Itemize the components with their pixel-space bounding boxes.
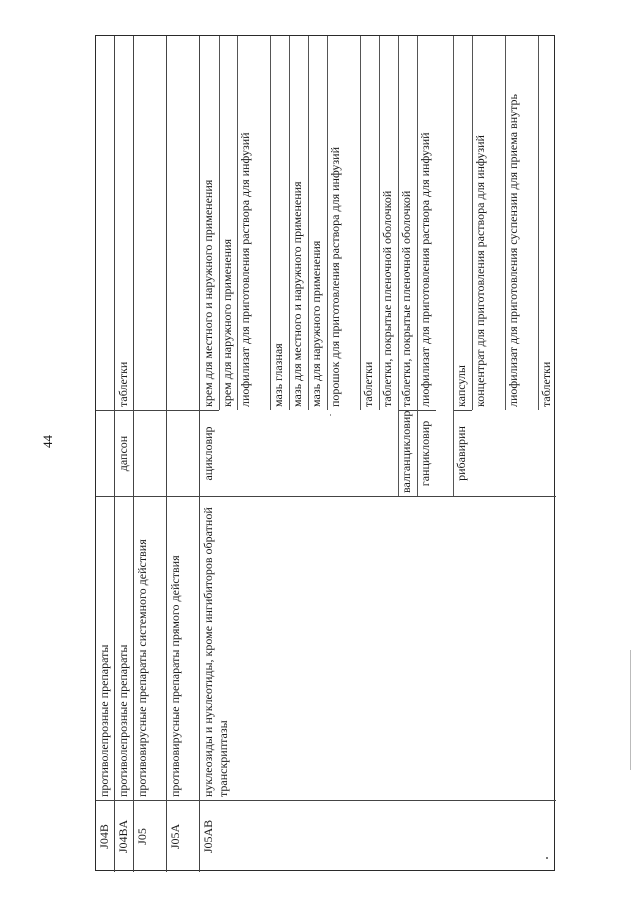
form-divider bbox=[270, 36, 271, 410]
page-number: 44 bbox=[40, 435, 55, 448]
dosage-form bbox=[96, 36, 114, 410]
form-divider bbox=[505, 36, 506, 410]
form-divider bbox=[237, 36, 238, 410]
drug-table-frame bbox=[95, 35, 555, 871]
dosage-form: таблетки, покрытые пленочной оболочкой bbox=[399, 190, 413, 407]
form-divider bbox=[472, 36, 473, 410]
form-divider bbox=[360, 36, 361, 410]
inn-name: ацикловир bbox=[200, 410, 219, 496]
group-name: противолепрозные препараты bbox=[115, 496, 133, 800]
dosage-form: концентрат для приготовления раствора для инфузий bbox=[473, 135, 487, 407]
scan-speck bbox=[330, 414, 331, 416]
dosage-form: порошок для приготовления раствора для инфузий bbox=[328, 146, 342, 407]
atc-code: J05AB bbox=[200, 800, 556, 872]
atc-code: J05 bbox=[134, 800, 166, 872]
atc-code: J04B bbox=[96, 800, 114, 872]
form-divider bbox=[327, 36, 328, 410]
dosage-form bbox=[134, 36, 166, 410]
table-row bbox=[200, 36, 556, 872]
inn-name bbox=[96, 410, 114, 496]
group-name: противовирусные препараты системного действия bbox=[134, 496, 166, 800]
form-divider bbox=[308, 36, 309, 410]
group-name: противовирусные препараты прямого действия bbox=[167, 496, 199, 800]
scan-speck bbox=[546, 857, 548, 859]
dosage-form: крем для наружного применения bbox=[220, 238, 234, 407]
dosage-form: лиофилизат для приготовления раствора для инфузий bbox=[238, 132, 252, 407]
dosage-form: таблетки, покрытые пленочной оболочкой bbox=[380, 190, 394, 407]
form-divider bbox=[379, 36, 380, 410]
atc-code: J04BA bbox=[115, 800, 133, 872]
dosage-form: таблетки bbox=[361, 361, 375, 407]
form-divider bbox=[453, 36, 454, 496]
inn-name: валганцикловир bbox=[398, 410, 417, 496]
dosage-form bbox=[167, 36, 199, 410]
inn-name bbox=[134, 410, 166, 496]
form-divider bbox=[219, 36, 220, 410]
group-name: нуклеозиды и нуклеотиды, кроме ингибиторов обратной транскриптазы bbox=[200, 496, 556, 800]
dosage-form: таблетки bbox=[539, 361, 553, 407]
table-row bbox=[134, 36, 167, 872]
scan-speck bbox=[630, 650, 631, 770]
dosage-form: крем для местного и наружного применения bbox=[201, 179, 215, 407]
drug-table bbox=[96, 36, 556, 872]
dosage-form: мазь для местного и наружного применения bbox=[290, 181, 304, 407]
inn-name bbox=[167, 410, 199, 496]
form-divider bbox=[538, 36, 539, 410]
group-name: противолепрозные препараты bbox=[96, 496, 114, 800]
dosage-form: мазь для наружного применения bbox=[309, 240, 323, 407]
atc-code: J05A bbox=[167, 800, 199, 872]
form-divider bbox=[417, 36, 418, 496]
inn-name: ганцикловир bbox=[417, 410, 436, 496]
inn-name: дапсон bbox=[115, 410, 133, 496]
table-row bbox=[115, 36, 134, 872]
dosage-form: капсулы bbox=[454, 365, 468, 407]
dosage-form: лиофилизат для приготовления суспензии для приема внутрь bbox=[506, 93, 520, 407]
form-divider bbox=[398, 36, 399, 496]
dosage-form: лиофилизат для приготовления раствора для инфузий bbox=[418, 132, 432, 407]
table-row bbox=[96, 36, 115, 872]
table-row bbox=[167, 36, 200, 872]
inn-name: рибавирин bbox=[453, 410, 472, 496]
dosage-form: таблетки bbox=[116, 361, 130, 407]
dosage-form: мазь глазная bbox=[271, 343, 285, 407]
form-divider bbox=[289, 36, 290, 410]
